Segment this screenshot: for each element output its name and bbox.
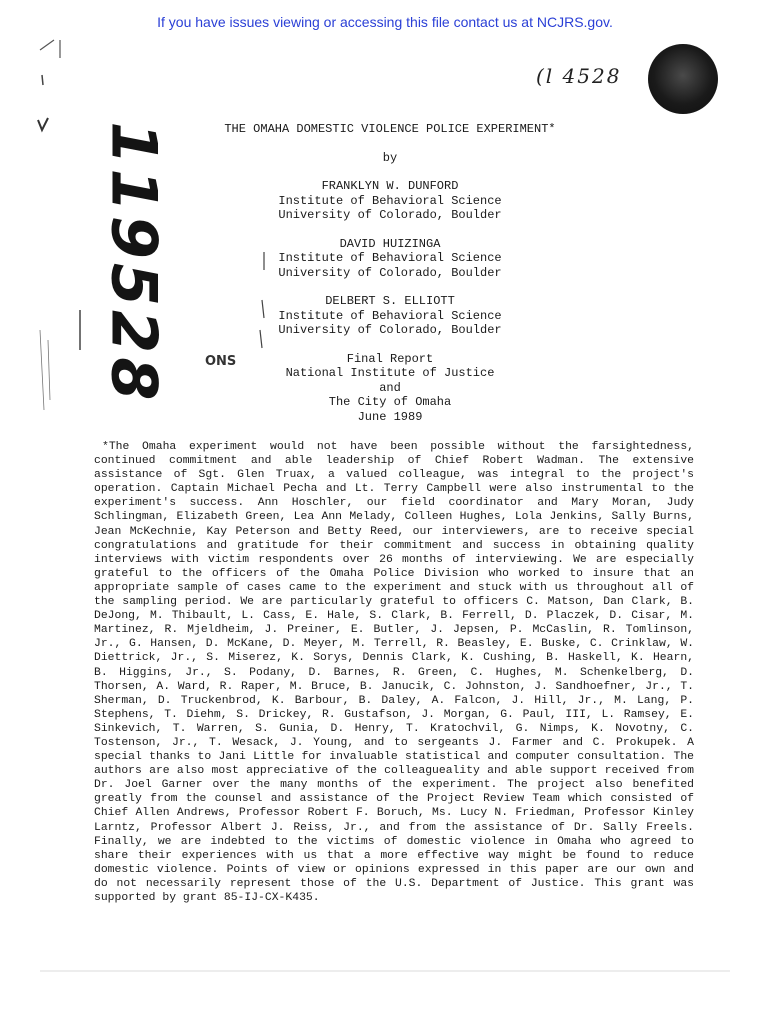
handwritten-accession-number: (l 4528 bbox=[536, 64, 622, 88]
author-institute: Institute of Behavioral Science bbox=[278, 193, 502, 208]
final-report-label: Final Report bbox=[346, 351, 434, 366]
acknowledgement-text: *The Omaha experiment would not have been possible without the farsightedness, continued commitment and able leadership of Chief Robert Wadman. The extensive assistance of Sgt. Glen Truax, a valued colleague, was integral to the project's operation. Captain Michael Pecha and Lt. Terry Campbell were also instrumental to the experiment's success. Ann Hoschler, our field coordinator and Mary Moran, Judy Schlingman, Elizabeth Green, Lea Ann Melady, Colleen Hughes, Lola Jenkins, Sally Burns, Jean McKechnie, Kay Peterson and Betty Reed, our interviewers, are to receive special congratulations and gratitude for their commitment and success in obtaining quality interviews with victim respondents over 26 months of interviewing. We are especially grateful to the officers of the Omaha Police Division who worked to insure that an appropriate sample of cases came to the experiment and stuck with us throughout all of the sampling period. We are particularly grateful to officers C. Matson, Dan Clark, B. DeJong, M. Thibault, L. Cass, E. Hale, S. Clark, B. Ferrell, D. Placzek, D. Cisar, M. Martinez, R. Mjeldheim, J. Preiner, E. Butler, J. Jepsen, P. McCaslin, R. Tomlinson, Jr., G. Hansen, D. McKane, D. Meyer, M. Terrell, R. Beasley, E. Buske, C. Crinklaw, W. Diettrick, Jr., S. Miserez, K. Sorys, Dennis Clark, K. Cushing, B. Haskell, K. Hearn, B. Higgins, Jr., S. Podany, D. Barnes, R. Green, C. Hughes, M. Schenkelberg, D. Thorsen, A. Ward, R. Raper, M. Bruce, B. Janucik, C. Johnston, J. Sandhoefner, Jr., T. Sherman, D. Truckenbrod, K. Barbour, B. Daley, A. Falcon, J. Hill, Jr., M. Lang, P. Stephens, T. Diehm, S. Drickey, R. Gustafson, J. Morgan, G. Paul, III, L. Ramsey, E. Sinkevich, T. Warren, S. Gunia, D. Henry, T. Kratochvil, G. Nimps, K. Novotny, C. Tostenson, Jr., T. Wesack, J. Young, and to sergeants J. Farmer and C. Prokupek. A special thanks to Jani Little for invaluable statistical and computer consultation. The authors are also most appreciative of the colleagueality and able support received from Dr. Joel Garner over the many months of the experiment. The project also benefited greatly from the counsel and assistance of the Project Review Team which consisted of Chief Allen Andrews, Professor Robert F. Boruch, Ms. Lucy N. Friedman, Professor Kinley Larntz, Professor Albert J. Reiss, Jr., and from the assistance of Dr. Sally Freels. Finally, we are indebted to the victims of domestic violence in Omaha who agreed to share their experiences with us that a more effective way might be found to reduce domestic violence. Points of view or opinions expressed in this paper are our own and do not necessarily represent those of the U.S. Department of Justice. This grant was supported by grant 85-IJ-CX-K435. bbox=[94, 441, 694, 904]
author-name: DELBERT S. ELLIOTT bbox=[325, 294, 455, 308]
ncjrs-seal-stamp bbox=[648, 44, 718, 114]
author-name: DAVID HUIZINGA bbox=[339, 236, 441, 251]
author-name: FRANKLYN W. DUNFORD bbox=[321, 179, 459, 193]
city-sponsor: The City of Omaha bbox=[328, 395, 452, 409]
and-label: and bbox=[379, 380, 401, 395]
author-institute: Institute of Behavioral Science bbox=[278, 251, 502, 265]
bottom-rule bbox=[0, 966, 770, 976]
stamp-number-text: 119528 bbox=[97, 121, 171, 405]
author-university: University of Colorado, Boulder bbox=[278, 208, 502, 222]
author-university: University of Colorado, Boulder bbox=[278, 265, 502, 280]
margin-note: ONS bbox=[205, 354, 237, 369]
sponsor: National Institute of Justice bbox=[285, 366, 495, 380]
title-page-header bbox=[200, 122, 580, 424]
author-university: University of Colorado, Boulder bbox=[278, 323, 502, 337]
ncjrs-banner-link[interactable]: If you have issues viewing or accessing this file contact us at NCJRS.gov. bbox=[157, 14, 613, 30]
report-date: June 1989 bbox=[357, 409, 423, 424]
author-institute: Institute of Behavioral Science bbox=[278, 308, 502, 323]
report-title: THE OMAHA DOMESTIC VIOLENCE POLICE EXPERIMENT* bbox=[224, 122, 556, 136]
ncjrs-banner[interactable] bbox=[0, 14, 770, 30]
by-line: by bbox=[382, 150, 398, 165]
acknowledgement-footnote bbox=[94, 440, 694, 905]
scan-margin-marks bbox=[20, 30, 100, 450]
